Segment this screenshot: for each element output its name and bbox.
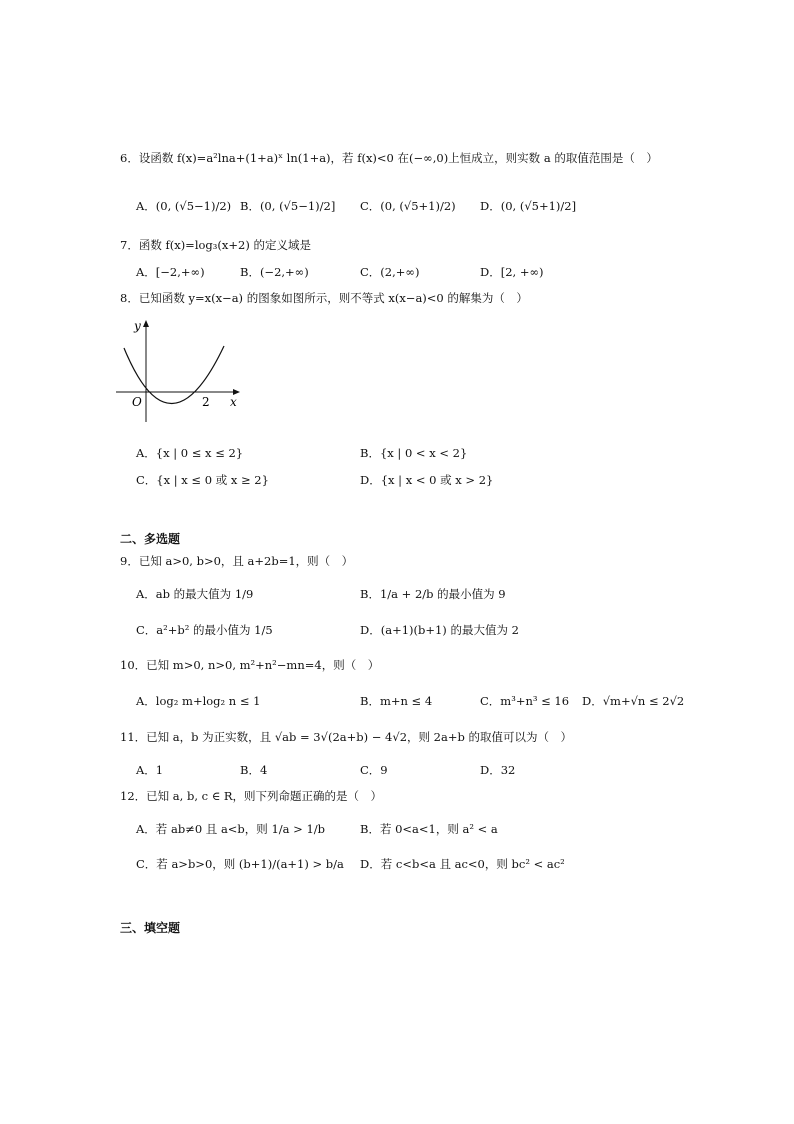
question-11-stem: 11．已知 a，b 为正实数，且 √ab = 3√(2a+b) − 4√2，则 2a+b 的取值可以为（ ）	[120, 730, 572, 744]
question-7-option-c: C．(2,+∞)	[360, 265, 420, 279]
question-8-stem: 8．已知函数 y=x(x−a) 的图象如图所示，则不等式 x(x−a)<0 的解集为（ ）	[120, 291, 528, 305]
question-8-graph	[112, 318, 252, 424]
x-axis-label: x	[230, 395, 237, 409]
question-8-option-b: B．{x | 0 < x < 2}	[360, 446, 468, 460]
question-12-stem: 12．已知 a, b, c ∈ R，则下列命题正确的是（ ）	[120, 789, 383, 803]
question-8-option-c: C．{x | x ≤ 0 或 x ≥ 2}	[136, 473, 269, 487]
root-label: 2	[202, 395, 210, 409]
question-8-option-d: D．{x | x < 0 或 x > 2}	[360, 473, 494, 487]
question-8-option-a: A．{x | 0 ≤ x ≤ 2}	[136, 446, 244, 460]
question-11-option-d: D．32	[480, 763, 516, 777]
question-12-option-c: C．若 a>b>0，则 (b+1)/(a+1) > b/a	[136, 857, 344, 871]
question-10-stem: 10．已知 m>0, n>0, m²+n²−mn=4，则（ ）	[120, 658, 380, 672]
question-11-option-c: C．9	[360, 763, 388, 777]
question-7-option-a: A．[−2,+∞)	[136, 265, 205, 279]
question-11-option-b: B．4	[240, 763, 268, 777]
question-6-option-d: D．(0, (√5+1)/2]	[480, 199, 577, 213]
question-6-option-a: A．(0, (√5−1)/2)	[136, 199, 232, 213]
question-10-option-c: C．m³+n³ ≤ 16	[480, 694, 570, 708]
question-12-option-b: B．若 0<a<1，则 a² < a	[360, 822, 498, 836]
question-7-option-b: B．(−2,+∞)	[240, 265, 309, 279]
question-7-stem: 7．函数 f(x)=log₃(x+2) 的定义域是	[120, 238, 311, 252]
question-9-option-c: C．a²+b² 的最小值为 1/5	[136, 623, 273, 637]
question-12-option-a: A．若 ab≠0 且 a<b，则 1/a > 1/b	[136, 822, 325, 836]
question-10-option-b: B．m+n ≤ 4	[360, 694, 433, 708]
question-6-option-b: B．(0, (√5−1)/2]	[240, 199, 336, 213]
question-9-stem: 9．已知 a>0, b>0，且 a+2b=1，则（ ）	[120, 554, 354, 568]
y-axis-arrow-icon	[143, 320, 149, 327]
question-12-option-d: D．若 c<b<a 且 ac<0，则 bc² < ac²	[360, 857, 565, 871]
question-6-stem: 6．设函数 f(x)=a²lna+(1+a)ˣ ln(1+a)，若 f(x)<0 在(−∞,0)上恒成立，则实数 a 的取值范围是（ ）	[120, 151, 658, 165]
question-11-option-a: A．1	[136, 763, 164, 777]
origin-label: O	[132, 395, 142, 409]
section-heading-multi: 二、多选题	[120, 532, 181, 546]
question-9-option-b: B．1/a + 2/b 的最小值为 9	[360, 587, 506, 601]
question-9-option-d: D．(a+1)(b+1) 的最大值为 2	[360, 623, 519, 637]
question-6-option-c: C．(0, (√5+1)/2)	[360, 199, 456, 213]
question-10-option-a: A．log₂ m+log₂ n ≤ 1	[136, 694, 261, 708]
question-9-option-a: A．ab 的最大值为 1/9	[136, 587, 254, 601]
question-7-option-d: D．[2, +∞)	[480, 265, 544, 279]
question-10-option-d: D．√m+√n ≤ 2√2	[582, 694, 685, 708]
section-heading-fill: 三、填空题	[120, 921, 181, 935]
y-axis-label: y	[134, 319, 141, 333]
